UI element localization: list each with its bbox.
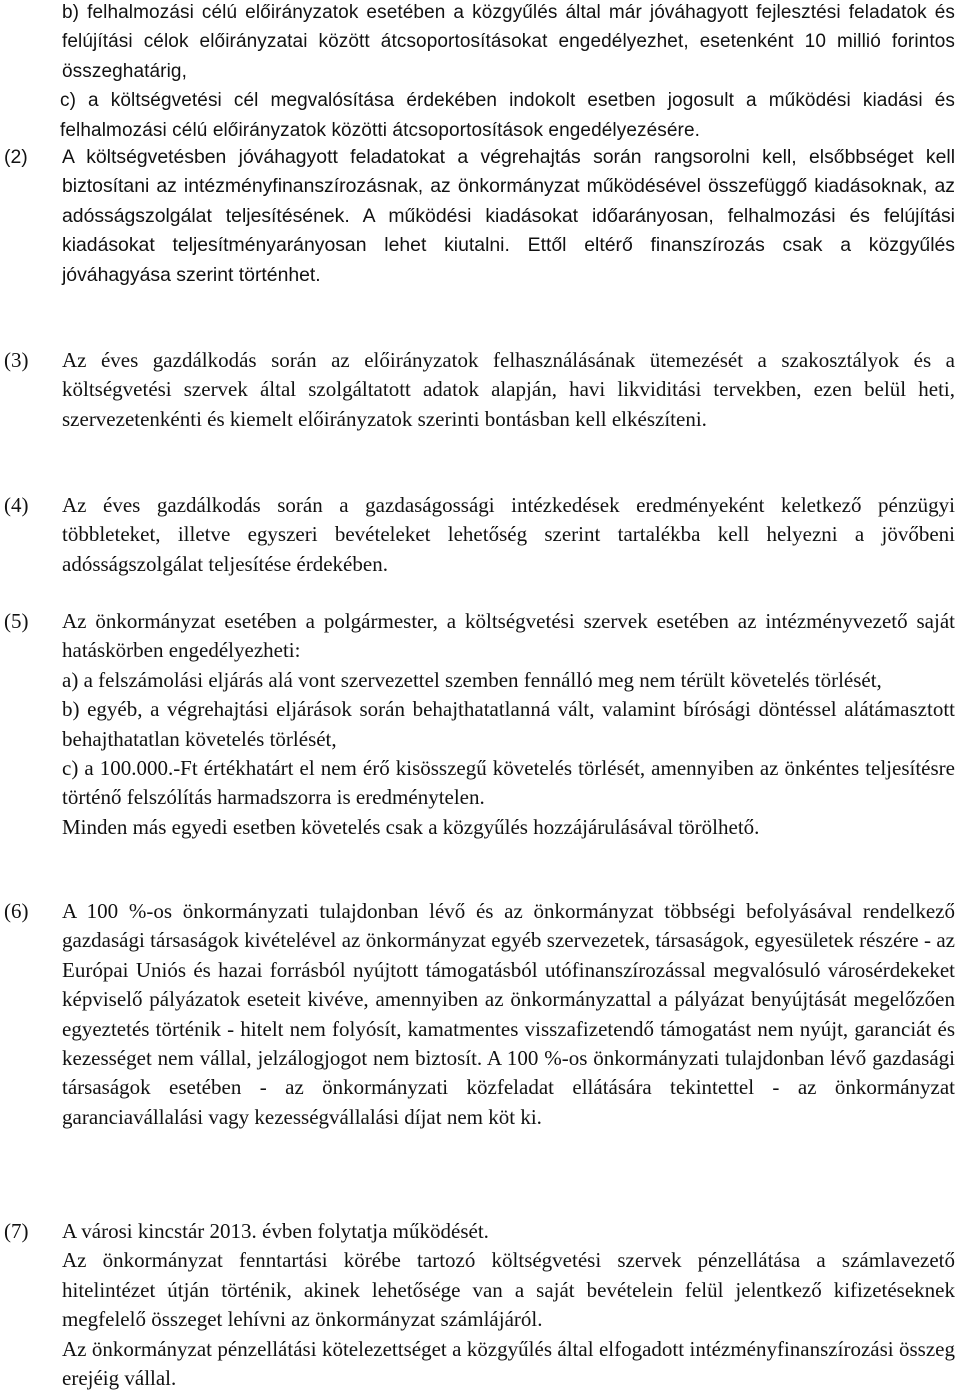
paragraph-number: (7)	[4, 1219, 29, 1243]
item-c: c) a költségvetési cél megvalósítása érdekében indokolt esetben jogosult a működési kiadási és felhalmozási célú előirányzatok közötti átcsoportosítások engedélyezésére.	[60, 90, 955, 141]
paragraph-number: (6)	[4, 899, 29, 923]
paragraph-text: Az éves gazdálkodás során a gazdaságossági intézkedések eredményeként keletkező pénzügyi többleteket, illetve egyszeri bevételeket lehetőség szerint tartalékba kell helyezni a jövőbeni adósságszolgálat teljesítése érdekében.	[62, 493, 955, 576]
item-c: c) a 100.000.-Ft értékhatárt el nem érő kisösszegű követelés törlését, amennyiben az önkéntes teljesítésre történő felszólítás harmadszorra is eredménytelen.	[62, 756, 955, 810]
paragraph-intro: Az önkormányzat esetében a polgármester, a költségvetési szervek esetében az intézményvezető saját hatáskörben engedélyezheti:	[62, 609, 955, 663]
paragraph-body	[62, 143, 955, 290]
first-sentence: A városi kincstár 2013. évben folytatja működését.	[62, 1219, 489, 1243]
paragraph-text: A 100 %-os önkormányzati tulajdonban lévő és az önkormányzat többségi befolyásával rendelkező gazdasági társaságok kivételével az önkormányzat egyéb szervezetek, társaságok, egyesületek részére - az Európai Uniós és hazai forrásból nyújtott támogatásból utófinanszírozással megvalósuló városérdekeket képviselő pályázatok eseteit kivéve, amennyiben az önkormányzattal a pályázat benyújtását megelőzően egyeztetés történik - hitelt nem folyósít, kamatmentes visszafizetendő támogatást nem nyújt, garanciát és kezességet nem vállal, jelzálogjogot nem biztosít. A 100 %-os önkormányzati tulajdonban lévő gazdasági társaságok esetében - az önkormányzati közfeladat ellátására tekintettel - az önkormányzat garanciavállalási vagy kezességvállalási díjat nem köt ki.	[62, 899, 955, 1129]
paragraph-text: A költségvetésben jóváhagyott feladatokat a végrehajtás során rangsorolni kell, elsőbbséget kell biztosítani az intézményfinanszírozásnak, az önkormányzat működésével összefüggő kiadásoknak, az adósságszolgálat teljesítésének. A működési kiadásokat időarányosan, felhalmozási és felújítási kiadásokat teljesítményarányosan lehet kiutalni. Ettől eltérő finanszírozás csak a közgyűlés jóváhagyása szerint történhet.	[62, 146, 955, 286]
paragraph-number: (5)	[4, 609, 29, 633]
previous-paragraph-continuation	[62, 0, 955, 145]
item-b: b) egyéb, a végrehajtási eljárások során behajthatatlanná vált, valamint bírósági döntéssel alátámasztott behajthatatlan követelés törlését,	[62, 697, 955, 751]
closing-sentence: Minden más egyedi esetben követelés csak a közgyűlés hozzájárulásával törölhető.	[62, 814, 760, 839]
paragraph-text: Az éves gazdálkodás során az előirányzatok felhasználásának ütemezését a szakosztályok és a költségvetési szervek által szolgáltatott adatok alapján, havi likviditási tervekben, ezen belül heti, szervezetenkénti és kiemelt előirányzatok szerinti bontásban kell elkészíteni.	[62, 348, 955, 431]
paragraph-body	[62, 897, 955, 1132]
item-a: a) a felszámolási eljárás alá vont szervezettel szemben fennálló meg nem térült követelés törlését,	[62, 667, 882, 692]
paragraph-body	[62, 491, 955, 579]
paragraph-body	[62, 346, 955, 434]
second-sentence: Az önkormányzat fenntartási körébe tartozó költségvetési szervek pénzellátása a számlavezető hitelintézet útján történik, akinek lehetősége van a saját bevételein felül jelentkező kifizetéseknek megfelelő összeget lehívni az önkormányzat számlájáról.	[62, 1248, 955, 1332]
paragraph-number: (2)	[4, 146, 28, 168]
third-sentence: Az önkormányzat pénzellátási kötelezettséget a közgyűlés által elfogadott intézményfinanszírozási összeg erejéig vállal.	[62, 1336, 955, 1391]
paragraph-number: (4)	[4, 493, 29, 517]
paragraph-number: (3)	[4, 348, 29, 372]
paragraph-body	[62, 1217, 955, 1393]
item-b: b) felhalmozási célú előirányzatok esetében a közgyűlés által már jóváhagyott fejlesztési feladatok és felújítási célok előirányzatai között átcsoportosításokat engedélyezhet, esetenként 10 millió forintos összeghatárig,	[62, 2, 955, 82]
paragraph-body	[62, 607, 955, 842]
